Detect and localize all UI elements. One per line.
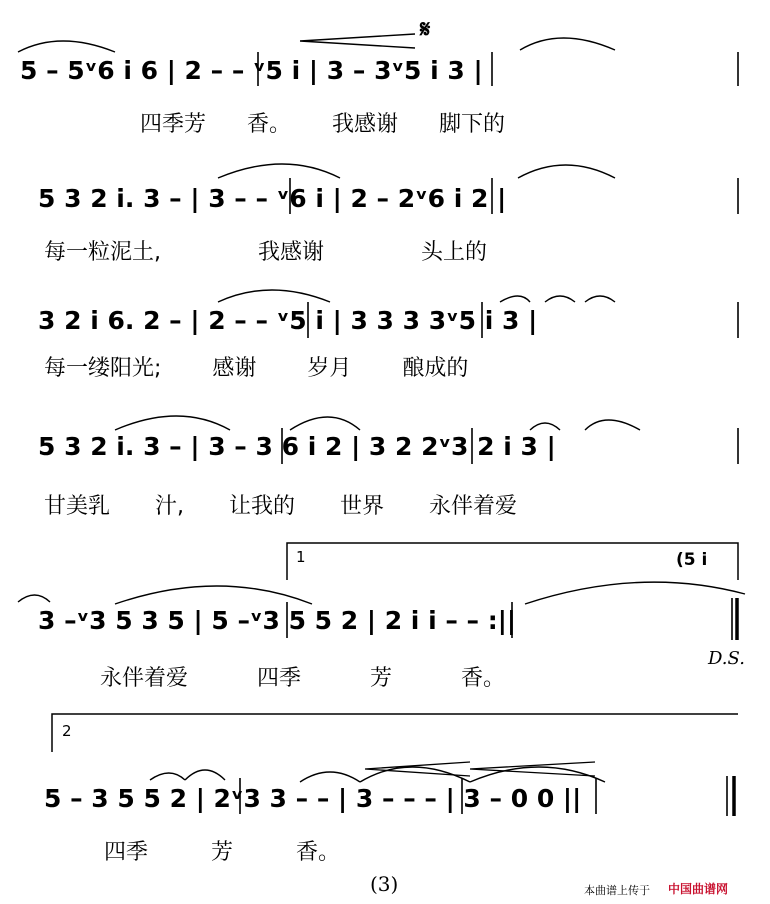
notes-line-3: 3 2 i 6. 2 – | 2 – – ᵛ5 i | 3 3 3 3ᵛ5 i 3 | xyxy=(38,306,538,335)
cue-notes: (5 i xyxy=(676,550,708,570)
volta-2-label: 2 xyxy=(62,722,72,740)
notes-line-2: 5 3 2 i. 3 – | 3 – – ᵛ6 i | 2 – 2ᵛ6 i 2 | xyxy=(38,184,507,213)
upload-note: 本曲谱上传于 xyxy=(584,884,650,897)
lyrics-line-4: 甘美乳 汁, 让我的 世界 永伴着爱 xyxy=(44,494,517,519)
notes-line-5: 3 –ᵛ3 5 3 5 | 5 –ᵛ3 5 5 2 | 2 i i – – :|| xyxy=(38,606,517,635)
lyrics-line-6: 四季 芳 香。 xyxy=(104,840,340,865)
brand-logo: 中国曲谱网 xyxy=(668,882,729,896)
lyrics-line-2: 每一粒泥土, 我感谢 头上的 xyxy=(44,240,487,265)
volta-1-label: 1 xyxy=(296,548,306,566)
lyrics-line-1: 四季芳 香。 我感谢 脚下的 xyxy=(140,112,505,137)
notes-line-4: 5 3 2 i. 3 – | 3 – 3 6 i 2 | 3 2 2ᵛ3 2 i 3 | xyxy=(38,432,556,461)
notes-line-1: 5 – 5ᵛ6 i 6 | 2 – – ᵛ5 i | 3 – 3ᵛ5 i 3 | xyxy=(20,56,483,85)
notes-line-6: 5 – 3 5 5 2 | 2ᵛ3 3 – – | 3 – – – | 3 – 0 0 || xyxy=(44,784,582,813)
segno-icon: 𝄋 xyxy=(420,14,431,43)
ds-marking: D.S. xyxy=(708,648,745,669)
page-number: (3) xyxy=(370,872,399,896)
lyrics-line-5: 永伴着爱 四季 芳 香。 xyxy=(100,666,505,691)
lyrics-line-3: 每一缕阳光; 感谢 岁月 酿成的 xyxy=(44,356,469,381)
